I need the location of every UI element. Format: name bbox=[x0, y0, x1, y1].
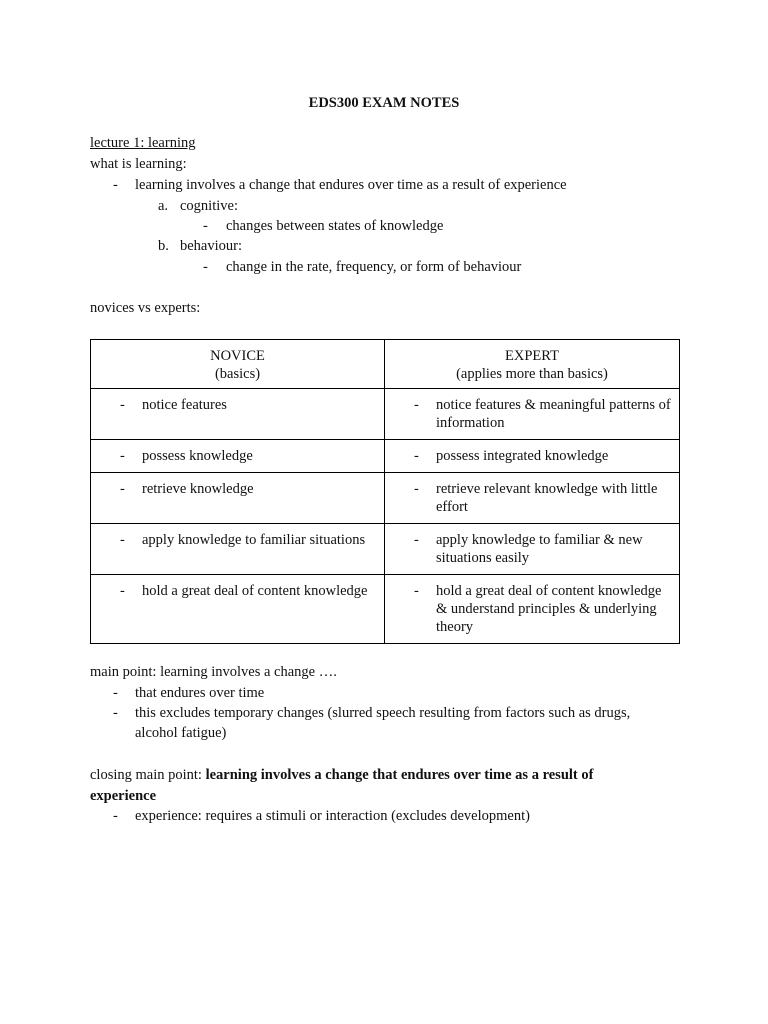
novice-expert-table bbox=[90, 339, 680, 644]
main-point-item: this excludes temporary changes (slurred speech resulting from factors such as drugs, bbox=[135, 705, 631, 721]
main-point-label: main point: learning involves a change …. bbox=[90, 664, 337, 680]
bullet-dash: - bbox=[120, 532, 125, 548]
novice-cell bbox=[91, 575, 385, 644]
bullet-dash: - bbox=[203, 259, 208, 275]
bullet-dash: - bbox=[414, 583, 419, 599]
bullet-dash: - bbox=[414, 481, 419, 497]
novice-text: notice features bbox=[142, 397, 227, 413]
bullet-dash: - bbox=[120, 481, 125, 497]
expert-cell bbox=[385, 473, 680, 524]
closing-prefix: closing main point: bbox=[90, 767, 206, 783]
table-row bbox=[91, 473, 680, 524]
what-is-learning-label: what is learning: bbox=[90, 156, 187, 172]
lecture-heading: lecture 1: learning bbox=[90, 135, 196, 151]
expert-cell bbox=[385, 389, 680, 440]
novice-cell bbox=[91, 473, 385, 524]
bullet-dash: - bbox=[120, 583, 125, 599]
expert-text: retrieve relevant knowledge with little effort bbox=[436, 481, 658, 515]
table-header-row bbox=[91, 340, 680, 389]
bullet-dash: - bbox=[120, 448, 125, 464]
novice-text: hold a great deal of content knowledge bbox=[142, 583, 368, 599]
bullet-dash: - bbox=[203, 218, 208, 234]
bullet-dash: - bbox=[113, 685, 118, 701]
novice-text: apply knowledge to familiar situations bbox=[142, 532, 366, 548]
type-detail: change in the rate, frequency, or form of behaviour bbox=[226, 259, 522, 275]
bullet-dash: - bbox=[113, 808, 118, 824]
closing-point-line bbox=[90, 766, 593, 784]
list-marker: b. bbox=[158, 238, 169, 254]
novice-cell bbox=[91, 524, 385, 575]
novices-heading: novices vs experts: bbox=[90, 300, 201, 316]
bullet-dash: - bbox=[113, 177, 118, 193]
novice-text: retrieve knowledge bbox=[142, 481, 254, 497]
main-point-item: that endures over time bbox=[135, 685, 265, 701]
expert-cell bbox=[385, 440, 680, 473]
definition-text: learning involves a change that endures over time as a result of experience bbox=[135, 177, 567, 193]
table-row bbox=[91, 524, 680, 575]
type-detail: changes between states of knowledge bbox=[226, 218, 444, 234]
list-marker: a. bbox=[158, 198, 169, 214]
novice-header: NOVICE bbox=[210, 348, 265, 364]
novice-subheader: (basics) bbox=[214, 366, 261, 382]
bullet-dash: - bbox=[414, 448, 419, 464]
expert-text: apply knowledge to familiar & new situations easily bbox=[436, 532, 643, 566]
closing-item: experience: requires a stimuli or interaction (excludes development) bbox=[135, 808, 530, 824]
expert-cell bbox=[385, 524, 680, 575]
novice-cell bbox=[91, 389, 385, 440]
main-point-item-continued: alcohol fatigue) bbox=[135, 725, 227, 741]
expert-subheader: (applies more than basics) bbox=[456, 366, 608, 382]
closing-bold-text-continued: experience bbox=[90, 788, 157, 804]
table-row bbox=[91, 440, 680, 473]
bullet-dash: - bbox=[414, 397, 419, 413]
expert-text: possess integrated knowledge bbox=[436, 448, 609, 464]
table-row bbox=[91, 575, 680, 644]
novice-header-cell bbox=[91, 340, 385, 389]
novice-text: possess knowledge bbox=[142, 448, 253, 464]
expert-header: EXPERT bbox=[505, 348, 559, 364]
page-title: EDS300 EXAM NOTES bbox=[308, 95, 460, 111]
expert-header-cell bbox=[385, 340, 680, 389]
type-label: cognitive: bbox=[180, 198, 238, 214]
bullet-dash: - bbox=[113, 705, 118, 721]
bullet-dash: - bbox=[120, 397, 125, 413]
expert-text: hold a great deal of content knowledge & understand principles & underlying theory bbox=[436, 583, 662, 635]
expert-cell bbox=[385, 575, 680, 644]
table-row bbox=[91, 389, 680, 440]
novice-cell bbox=[91, 440, 385, 473]
expert-text: notice features & meaningful patterns of information bbox=[436, 397, 671, 431]
bullet-dash: - bbox=[414, 532, 419, 548]
closing-bold-text: learning involves a change that endures over time as a result of bbox=[205, 767, 594, 783]
type-label: behaviour: bbox=[180, 238, 243, 254]
